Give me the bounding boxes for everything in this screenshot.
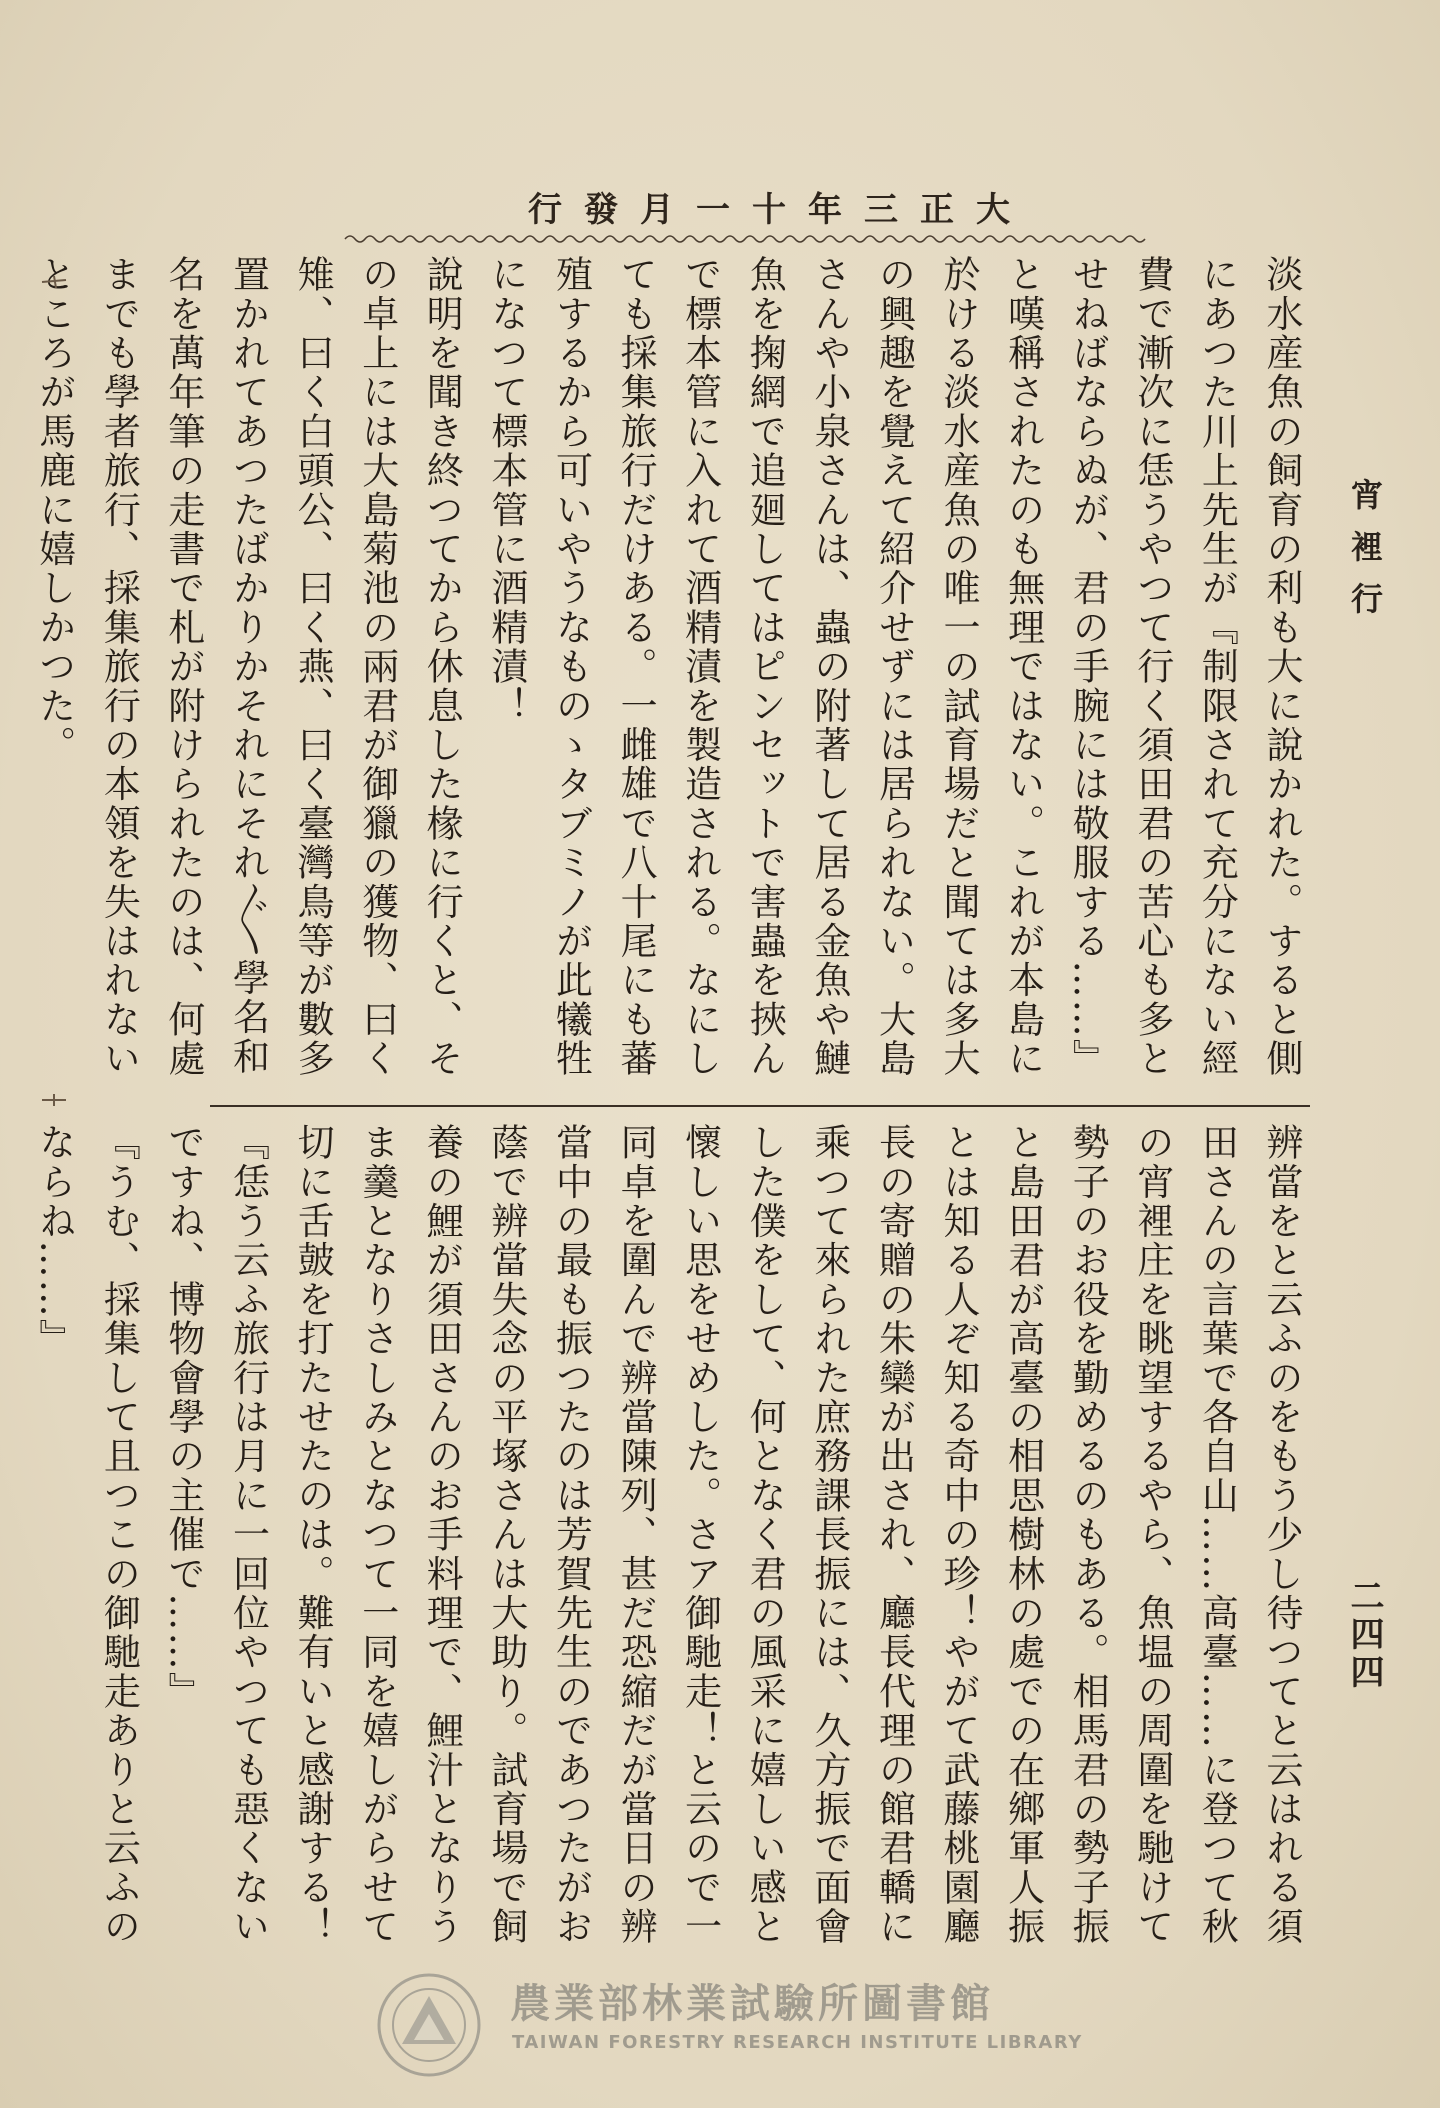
- page-number: 二四四: [1344, 1578, 1384, 1692]
- lower-text-block: [32, 1123, 1313, 1963]
- horizontal-divider: [210, 1105, 1310, 1107]
- paragraph: 淡水産魚の飼育の利も大に說かれた。すると側にあつた川上先生が『制限されて充分にない經費で漸次に恁うやつて行く須田君の苦心も多とせねばならぬが、君の手腕には敬服する……』と嘆稱されたのも無理ではない。これが本島に於ける淡水産魚の唯一の試育場だと聞ては多大の興趣を覺えて紹介せずには居られない。大島さんや小泉さんは、蟲の附著して居る金魚や鰱魚を掬網で追廻してはピンセットで害蟲を挾んで標本管に入れて酒精漬を製造される。なにしても採集旅行だけある。一雌雄で八十尾にも蕃殖するから可いやうなものゝタブミノが此犧牲になつて標本管に酒精漬！: [484, 255, 1303, 1079]
- paragraph: 『恁う云ふ旅行は月に一回位やつても惡くないですね、博物會學の主催で……』: [161, 1123, 270, 1947]
- library-name: 農業部林業試驗所圖書館: [510, 1981, 994, 2027]
- paragraph: 辨當をと云ふのをもう少し待つてと云はれる須田さんの言葉で各自山……高臺……に登つて秋の宵裡庄を眺望するやら、魚塭の周圍を馳けて勢子のお役を勤めるのもある。相馬君の勢子振と島田君が高臺の相思樹林の處での在鄉軍人振とは知る人ぞ知る奇中の珍！やがて武藤桃園廳長の寄贈の朱欒が出され、廳長代理の館君轎に乘つて來られた庶務課長振には、久方振で面會した僕をして、何となく君の風采に嬉しい感と懷しい思をせめした。さア御馳走！と云ので一同卓を圍んで辨當陳列、甚だ恐縮だが當日の辨當中の最も振つたのは芳賀先生のであつたがお蔭で辨當失念の平塚さんは大助り。試育場で飼養の鯉が須田さんのお手料理で、鯉汁となりうま羹となりさしみとなつて一同を嬉しがらせて切に舌皷を打たせたのは。難有いと感謝する！: [291, 1123, 1303, 1947]
- section-title: 宵裡行: [1346, 478, 1384, 634]
- library-seal-icon: [374, 1970, 484, 2080]
- margin-mark-icon: [40, 272, 70, 292]
- wavy-rule-divider: [345, 232, 1145, 246]
- issue-date-header: 大正三年十一月發行: [528, 190, 1032, 230]
- paragraph: 說明を聞き終つてから休息した椽に行くと、その卓上には大島菊池の兩君が御獵の獲物、曰く雉、曰く白頭公、曰く燕、曰く臺灣鳥等が數多置かれてあつたばかりかそれにそれ〴〵學名和名を萬年筆の走書で札が附けられたのは、何處までも學者旅行、採集旅行の本領を失はれないところが馬鹿に嬉しかつた。: [32, 255, 464, 1079]
- library-name-english: TAIWAN FORESTRY RESEARCH INSTITUTE LIBRARY: [512, 2032, 1083, 2053]
- library-stamp: [360, 1968, 1120, 2078]
- upper-text-block: [32, 255, 1313, 1100]
- margin-mark-icon: [40, 1090, 70, 1110]
- paragraph: 『うむ、採集して且つこの御馳走ありと云ふのならね……』: [32, 1123, 141, 1947]
